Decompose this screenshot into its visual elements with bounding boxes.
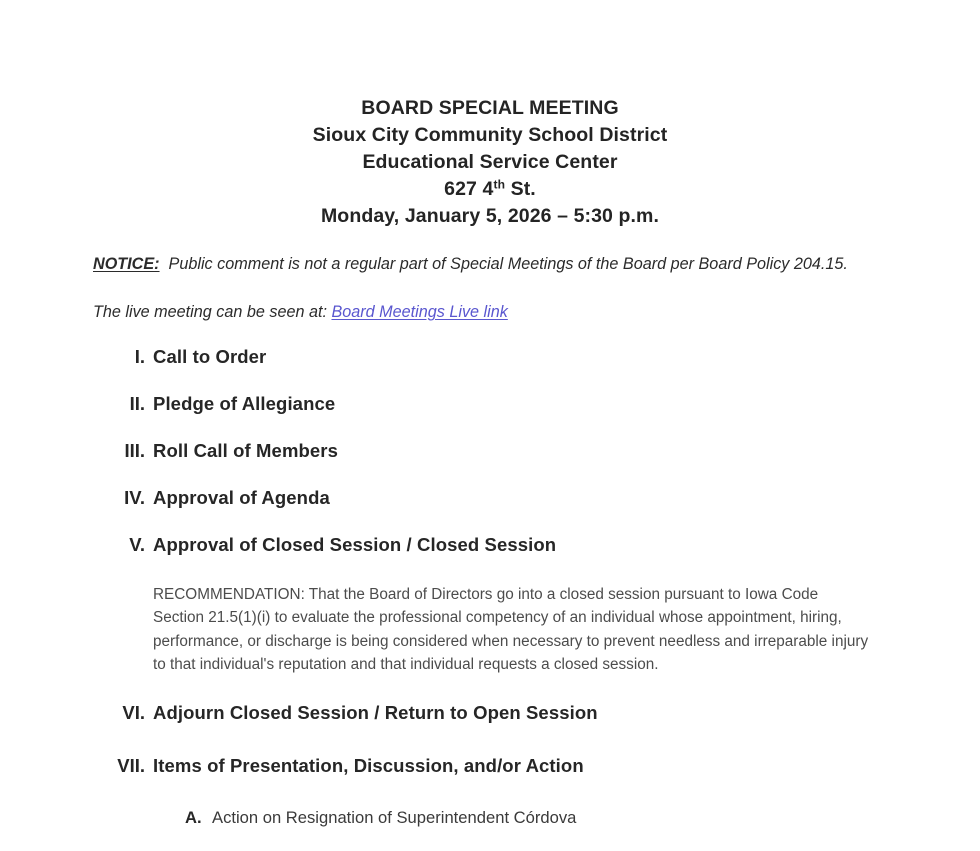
address-ordinal-suffix: th bbox=[493, 177, 506, 192]
address-street-suffix: St. bbox=[505, 178, 536, 200]
agenda-item-2-label: Pledge of Allegiance bbox=[153, 393, 336, 414]
district-name: Sioux City Community School District bbox=[312, 124, 668, 146]
agenda-item-7 bbox=[0, 754, 980, 778]
agenda-item-5 bbox=[0, 533, 980, 557]
agenda-item-6-numeral: VI. bbox=[122, 702, 145, 723]
agenda-subitem-a bbox=[0, 805, 980, 831]
agenda-item-7-numeral: VII. bbox=[117, 755, 145, 776]
notice-label: NOTICE: bbox=[93, 255, 160, 273]
agenda-item-4-label: Approval of Agenda bbox=[153, 487, 330, 508]
venue-address bbox=[0, 176, 980, 203]
notice-text: Public comment is not a regular part of Special Meetings of the Board per Board Policy 204.15. bbox=[168, 255, 848, 273]
board-meetings-live-link[interactable]: Board Meetings Live link bbox=[331, 303, 508, 321]
agenda-item-5-label: Approval of Closed Session / Closed Session bbox=[153, 534, 557, 555]
agenda-item-6 bbox=[0, 701, 980, 725]
agenda-item-2-numeral: II. bbox=[129, 393, 145, 414]
agenda-item-6-label: Adjourn Closed Session / Return to Open Session bbox=[153, 702, 598, 723]
meeting-datetime: Monday, January 5, 2026 – 5:30 p.m. bbox=[320, 205, 660, 227]
meeting-title: BOARD SPECIAL MEETING bbox=[361, 97, 619, 119]
live-meeting-paragraph bbox=[93, 301, 893, 323]
agenda-item-7-label: Items of Presentation, Discussion, and/or Action bbox=[153, 755, 584, 776]
agenda-item-3-label: Roll Call of Members bbox=[153, 440, 338, 461]
agenda-subitem-a-label: Action on Resignation of Superintendent Córdova bbox=[212, 808, 577, 827]
agenda-item-4 bbox=[0, 486, 980, 510]
agenda-subitem-a-letter: A. bbox=[185, 808, 202, 827]
agenda-item-3 bbox=[0, 439, 980, 463]
agenda-item-3-numeral: III. bbox=[124, 440, 145, 461]
address-number: 627 4 bbox=[444, 178, 494, 200]
document-header bbox=[0, 95, 980, 230]
agenda-item-4-numeral: IV. bbox=[124, 487, 145, 508]
closed-session-recommendation: RECOMMENDATION: That the Board of Directors go into a closed session pursuant to Iowa Code Section 21.5(1)(i) to evaluate the professional competency of an individual whose appointment, hiring, performance, or discharge is being considered when necessary to prevent needless and irreparable injury to that individual's reputation and that individual requests a closed session. bbox=[153, 586, 869, 673]
venue-name: Educational Service Center bbox=[362, 151, 618, 173]
agenda-item-2 bbox=[0, 392, 980, 416]
agenda-item-1-numeral: I. bbox=[134, 346, 145, 367]
notice-paragraph bbox=[93, 253, 893, 275]
agenda-item-1-label: Call to Order bbox=[153, 346, 267, 367]
agenda-item-5-numeral: V. bbox=[129, 534, 145, 555]
notice-spacer bbox=[160, 255, 169, 273]
agenda-item-1 bbox=[0, 345, 980, 369]
live-meeting-prefix: The live meeting can be seen at: bbox=[93, 303, 327, 321]
